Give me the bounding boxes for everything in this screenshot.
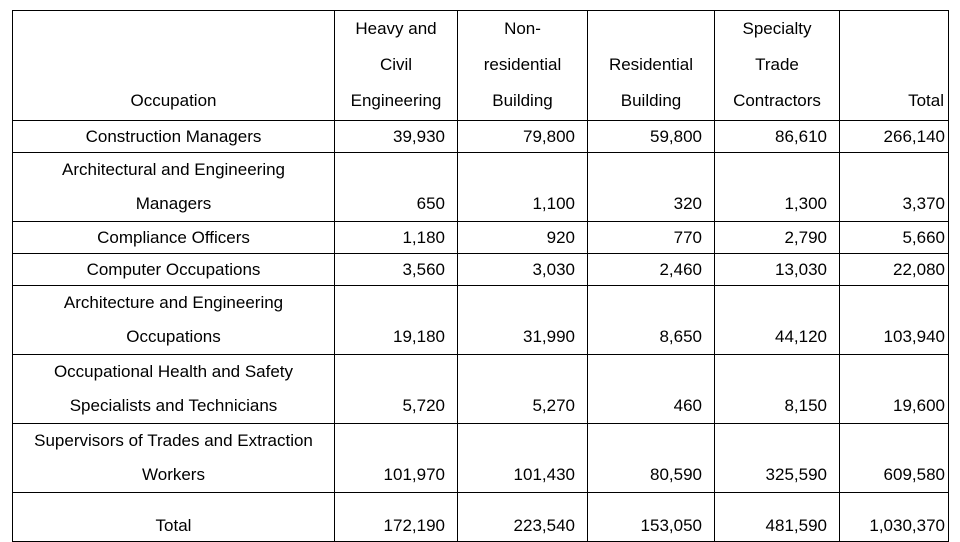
value-cell: 5,720 xyxy=(335,355,458,424)
row-total-cell: 3,370 xyxy=(840,153,949,222)
table-row xyxy=(13,254,949,286)
occupation-label: Construction Managers xyxy=(85,127,262,146)
column-header-line: Specialty xyxy=(742,19,812,38)
column-header-line: Occupation xyxy=(130,91,217,110)
occupation-label: Managers xyxy=(135,194,212,213)
value-cell: 8,150 xyxy=(715,355,840,424)
grand-total-cell: 1,030,370 xyxy=(840,493,949,542)
occupation-cell xyxy=(13,286,335,355)
value-cell: 8,650 xyxy=(588,286,715,355)
row-total-cell: 19,600 xyxy=(840,355,949,424)
column-header-line: Contractors xyxy=(733,91,821,110)
total-row xyxy=(13,493,949,542)
column-total-cell: 481,590 xyxy=(715,493,840,542)
column-header-occupation xyxy=(13,11,335,121)
column-header-total xyxy=(840,11,949,121)
column-header-line: Heavy and xyxy=(355,19,437,38)
header-row xyxy=(13,11,949,121)
row-total-cell: 5,660 xyxy=(840,222,949,254)
value-cell: 1,100 xyxy=(458,153,588,222)
occupation-label: Occupational Health and Safety xyxy=(53,362,294,381)
occupation-label: Specialists and Technicians xyxy=(69,396,278,415)
column-total-cell: 153,050 xyxy=(588,493,715,542)
table-row xyxy=(13,355,949,424)
occupation-label: Supervisors of Trades and Extraction xyxy=(34,431,313,450)
occupation-label: Architectural and Engineering xyxy=(61,160,286,179)
column-header-line: Engineering xyxy=(350,91,442,110)
occupation-cell xyxy=(13,355,335,424)
row-total-cell: 266,140 xyxy=(840,121,949,153)
value-cell: 101,430 xyxy=(458,424,588,493)
value-cell: 79,800 xyxy=(458,121,588,153)
value-cell: 2,790 xyxy=(715,222,840,254)
value-cell: 325,590 xyxy=(715,424,840,493)
occupation-label: Occupations xyxy=(126,327,221,346)
row-total-cell: 609,580 xyxy=(840,424,949,493)
value-cell: 320 xyxy=(588,153,715,222)
table-row xyxy=(13,222,949,254)
occupation-cell xyxy=(13,153,335,222)
table-header xyxy=(13,11,949,121)
row-total-cell: 103,940 xyxy=(840,286,949,355)
value-cell: 31,990 xyxy=(458,286,588,355)
table-body xyxy=(13,121,949,542)
occupation-cell xyxy=(13,254,335,286)
value-cell: 1,300 xyxy=(715,153,840,222)
value-cell: 59,800 xyxy=(588,121,715,153)
value-cell: 650 xyxy=(335,153,458,222)
total-row-label: Total xyxy=(13,493,335,542)
occupation-cell xyxy=(13,121,335,153)
column-header-line: residential xyxy=(483,55,562,74)
value-cell: 5,270 xyxy=(458,355,588,424)
occupation-label: Architecture and Engineering xyxy=(63,293,284,312)
occupation-cell xyxy=(13,424,335,493)
column-header-nonresidential xyxy=(458,11,588,121)
column-total-cell: 172,190 xyxy=(335,493,458,542)
table-row xyxy=(13,286,949,355)
value-cell: 3,030 xyxy=(458,254,588,286)
occupation-label: Workers xyxy=(142,465,205,484)
column-header-specialty xyxy=(715,11,840,121)
value-cell: 86,610 xyxy=(715,121,840,153)
value-cell: 460 xyxy=(588,355,715,424)
column-header-line: Trade xyxy=(755,55,799,74)
value-cell: 920 xyxy=(458,222,588,254)
column-header-line: Non- xyxy=(504,19,541,38)
column-header-line: Civil xyxy=(379,55,413,74)
column-header-line: Residential xyxy=(608,55,694,74)
table-row xyxy=(13,153,949,222)
table-row xyxy=(13,424,949,493)
column-header-heavy-civil xyxy=(335,11,458,121)
value-cell: 39,930 xyxy=(335,121,458,153)
table-row xyxy=(13,121,949,153)
employment-table xyxy=(12,10,949,542)
value-cell: 3,560 xyxy=(335,254,458,286)
value-cell: 19,180 xyxy=(335,286,458,355)
occupation-label: Computer Occupations xyxy=(86,260,261,279)
occupation-label: Compliance Officers xyxy=(97,228,250,247)
value-cell: 13,030 xyxy=(715,254,840,286)
value-cell: 101,970 xyxy=(335,424,458,493)
occupation-cell xyxy=(13,222,335,254)
row-total-cell: 22,080 xyxy=(840,254,949,286)
column-header-line: Building xyxy=(620,91,682,110)
value-cell: 770 xyxy=(588,222,715,254)
column-header-line: Total xyxy=(908,91,944,110)
value-cell: 1,180 xyxy=(335,222,458,254)
column-total-cell: 223,540 xyxy=(458,493,588,542)
value-cell: 80,590 xyxy=(588,424,715,493)
value-cell: 44,120 xyxy=(715,286,840,355)
column-header-line: Building xyxy=(492,91,553,110)
value-cell: 2,460 xyxy=(588,254,715,286)
column-header-residential xyxy=(588,11,715,121)
